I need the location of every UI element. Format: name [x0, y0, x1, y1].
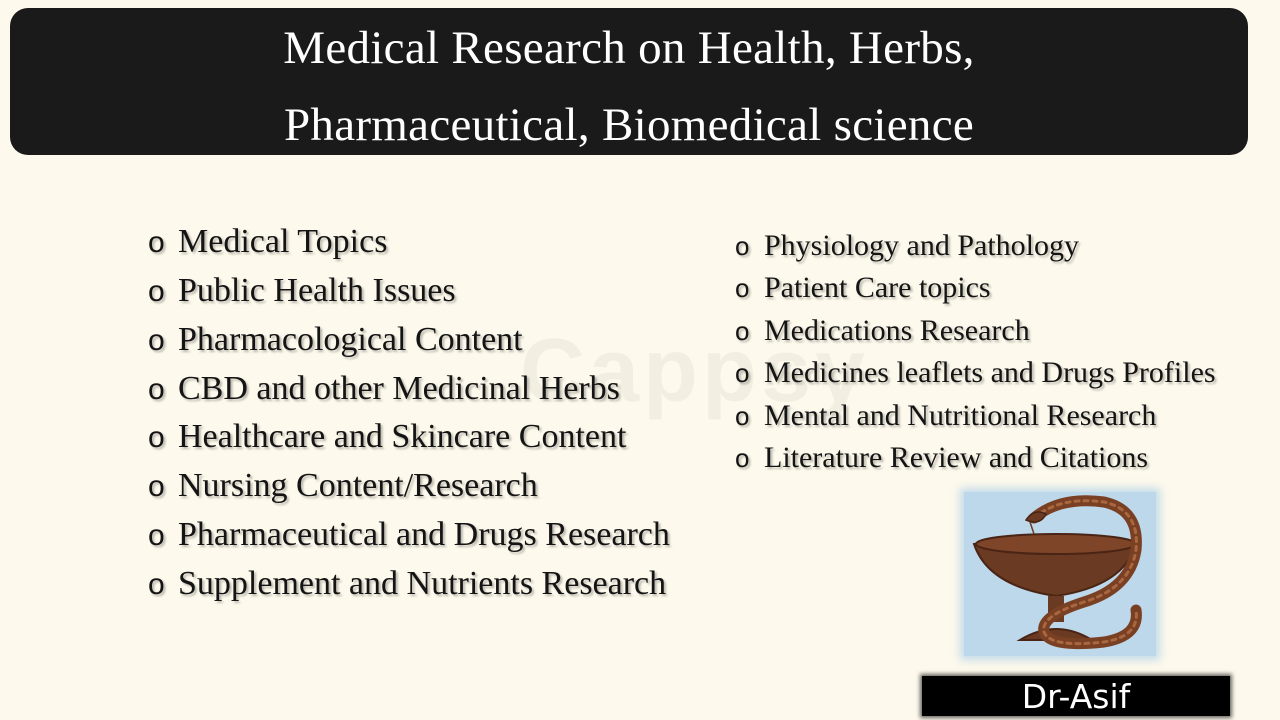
bullet-icon: o — [735, 273, 750, 303]
list-item — [148, 271, 456, 312]
list-item-label: Physiology and Pathology — [764, 229, 1080, 262]
bullet-icon: o — [735, 401, 750, 431]
title-banner — [10, 8, 1248, 155]
list-item — [148, 369, 620, 410]
list-item — [148, 564, 666, 605]
bullet-icon: o — [735, 358, 750, 388]
title-line-1: Medical Research on Health, Herbs, — [283, 22, 975, 74]
list-item-label: Medical Topics — [178, 223, 388, 260]
list-item — [148, 466, 538, 507]
list-item — [735, 355, 1216, 391]
list-item — [735, 440, 1148, 476]
bullet-icon: o — [148, 568, 165, 601]
bullet-icon: o — [735, 316, 750, 346]
author-name-badge: Dr-Asif — [922, 676, 1230, 716]
list-item-label: Public Health Issues — [178, 272, 456, 309]
bullet-icon: o — [148, 470, 165, 503]
bullet-icon: o — [735, 231, 750, 261]
list-item-label: Mental and Nutritional Research — [764, 399, 1157, 432]
bullet-icon: o — [148, 226, 165, 259]
list-item — [148, 222, 387, 263]
bowl-of-hygieia-icon — [964, 492, 1156, 656]
bullet-icon: o — [148, 373, 165, 406]
bullet-icon: o — [148, 324, 165, 357]
list-item-label: Medications Research — [764, 314, 1030, 347]
bullet-icon: o — [148, 421, 165, 454]
list-item-label: CBD and other Medicinal Herbs — [178, 370, 620, 407]
list-item-label: Pharmaceutical and Drugs Research — [178, 516, 670, 553]
list-item — [735, 228, 1079, 264]
bullet-icon: o — [148, 275, 165, 308]
title-line-2: Pharmaceutical, Biomedical science — [283, 99, 975, 151]
list-item — [148, 417, 626, 458]
list-item-label: Healthcare and Skincare Content — [178, 418, 627, 455]
list-item-label: Nursing Content/Research — [178, 467, 538, 504]
list-item — [735, 270, 991, 306]
list-item-label: Supplement and Nutrients Research — [178, 565, 667, 602]
pharmacy-logo — [964, 492, 1156, 656]
list-item — [735, 398, 1156, 434]
list-item-label: Medicines leaflets and Drugs Profiles — [764, 356, 1216, 389]
bullet-icon: o — [735, 443, 750, 473]
list-item — [148, 515, 670, 556]
bullet-icon: o — [148, 519, 165, 552]
list-item-label: Pharmacological Content — [178, 321, 523, 358]
list-item — [148, 320, 523, 361]
list-item — [735, 313, 1030, 349]
list-item-label: Literature Review and Citations — [764, 441, 1149, 474]
list-item-label: Patient Care topics — [764, 271, 991, 304]
